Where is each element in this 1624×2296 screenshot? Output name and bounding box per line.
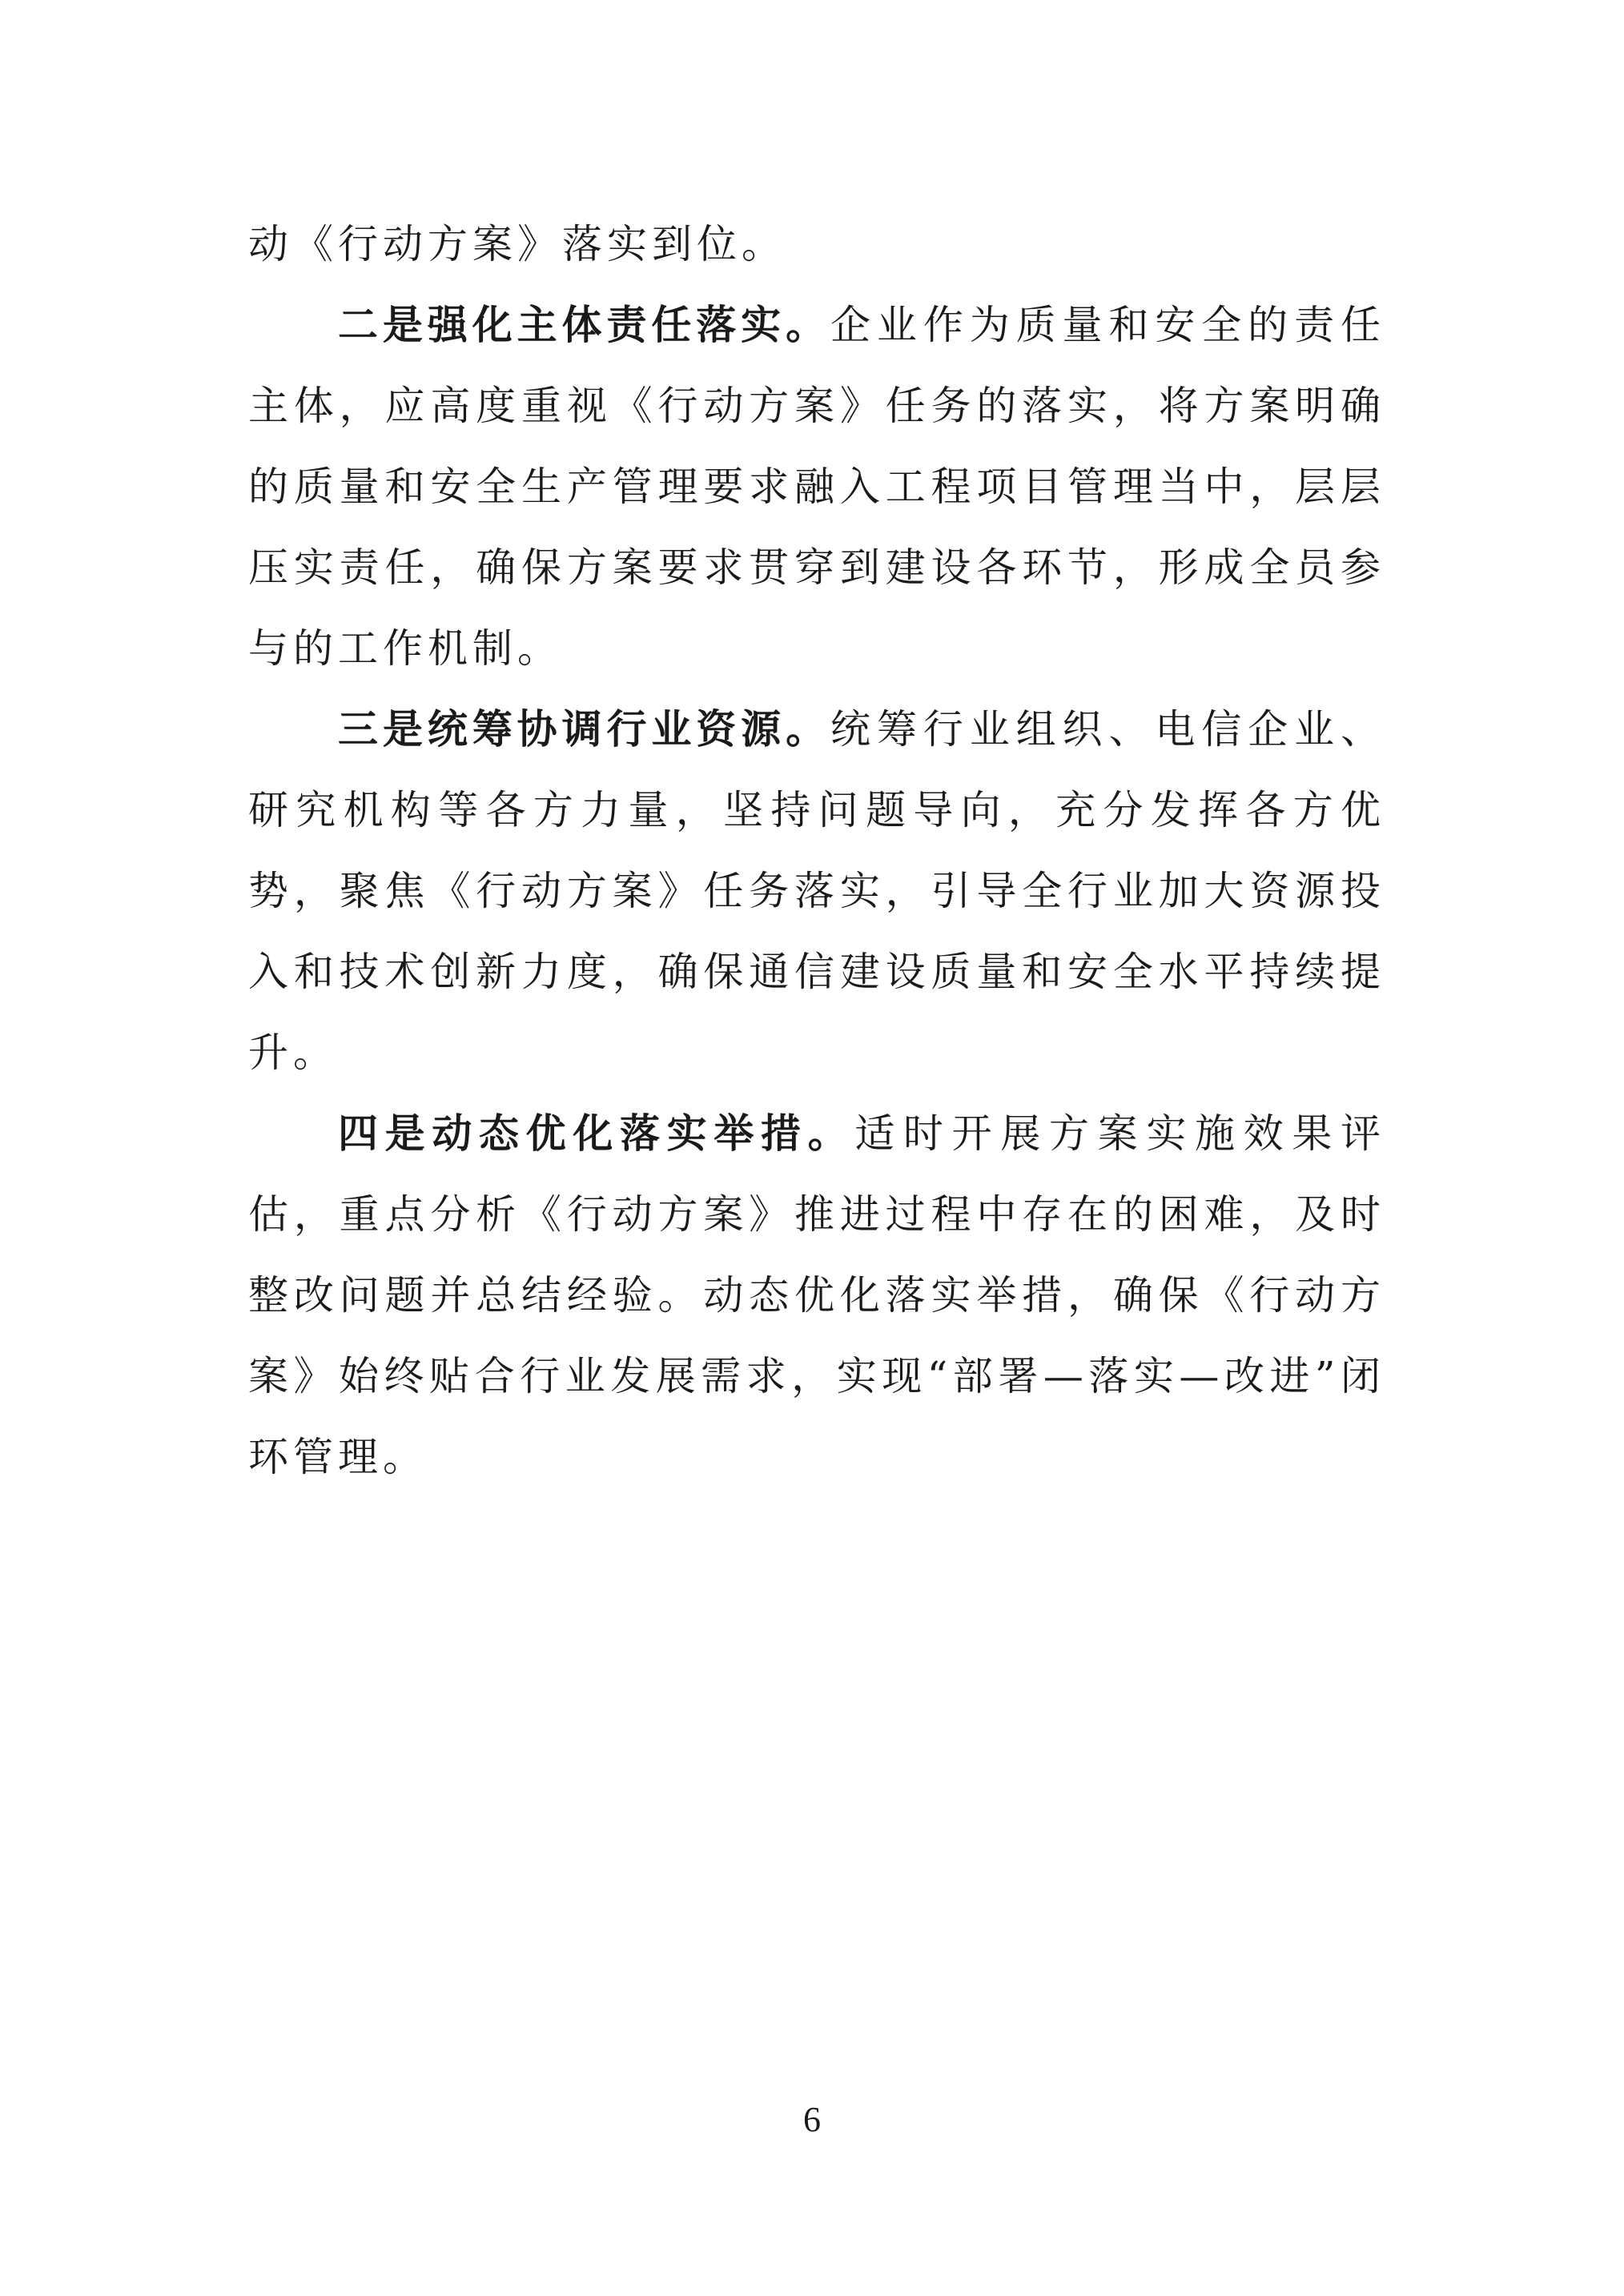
paragraph-text: 适时开展方案实施效果评估，重点分析《行动方案》推进过程中存在的困难，及时整改问题并总结经验。动态优化落实举措，确保《行动方案》始终贴合行业发展需求，实现“部署—落实—改进”闭环管理。 bbox=[248, 1110, 1386, 1480]
paragraph-text: 统筹行业组织、电信企业、研究机构等各方力量，坚持问题导向，充分发挥各方优势，聚焦《行动方案》任务落实，引导全行业加大资源投入和技术创新力度，确保通信建设质量和安全水平持续提升。 bbox=[248, 706, 1385, 1076]
paragraph-lead: 三是统筹协调行业资源。 bbox=[338, 706, 830, 753]
paragraph-text: 企业作为质量和安全的责任主体，应高度重视《行动方案》任务的落实，将方案明确的质量和安全生产管理要求融入工程项目管理当中，层层压实责任，确保方案要求贯穿到建设各环节，形成全员参与的工作机制。 bbox=[248, 302, 1385, 672]
paragraph-optimize-measures bbox=[248, 1094, 1385, 1498]
paragraph-lead: 四是动态优化落实举措。 bbox=[338, 1110, 855, 1157]
paragraph-strengthen-responsibility bbox=[248, 285, 1385, 689]
page-number: 6 bbox=[803, 2100, 821, 2139]
paragraph-coordinate-resources bbox=[248, 689, 1385, 1094]
document-body bbox=[248, 204, 1385, 1498]
paragraph-lead: 二是强化主体责任落实。 bbox=[338, 302, 830, 348]
continuation-paragraph: 动《行动方案》落实到位。 bbox=[248, 221, 786, 267]
